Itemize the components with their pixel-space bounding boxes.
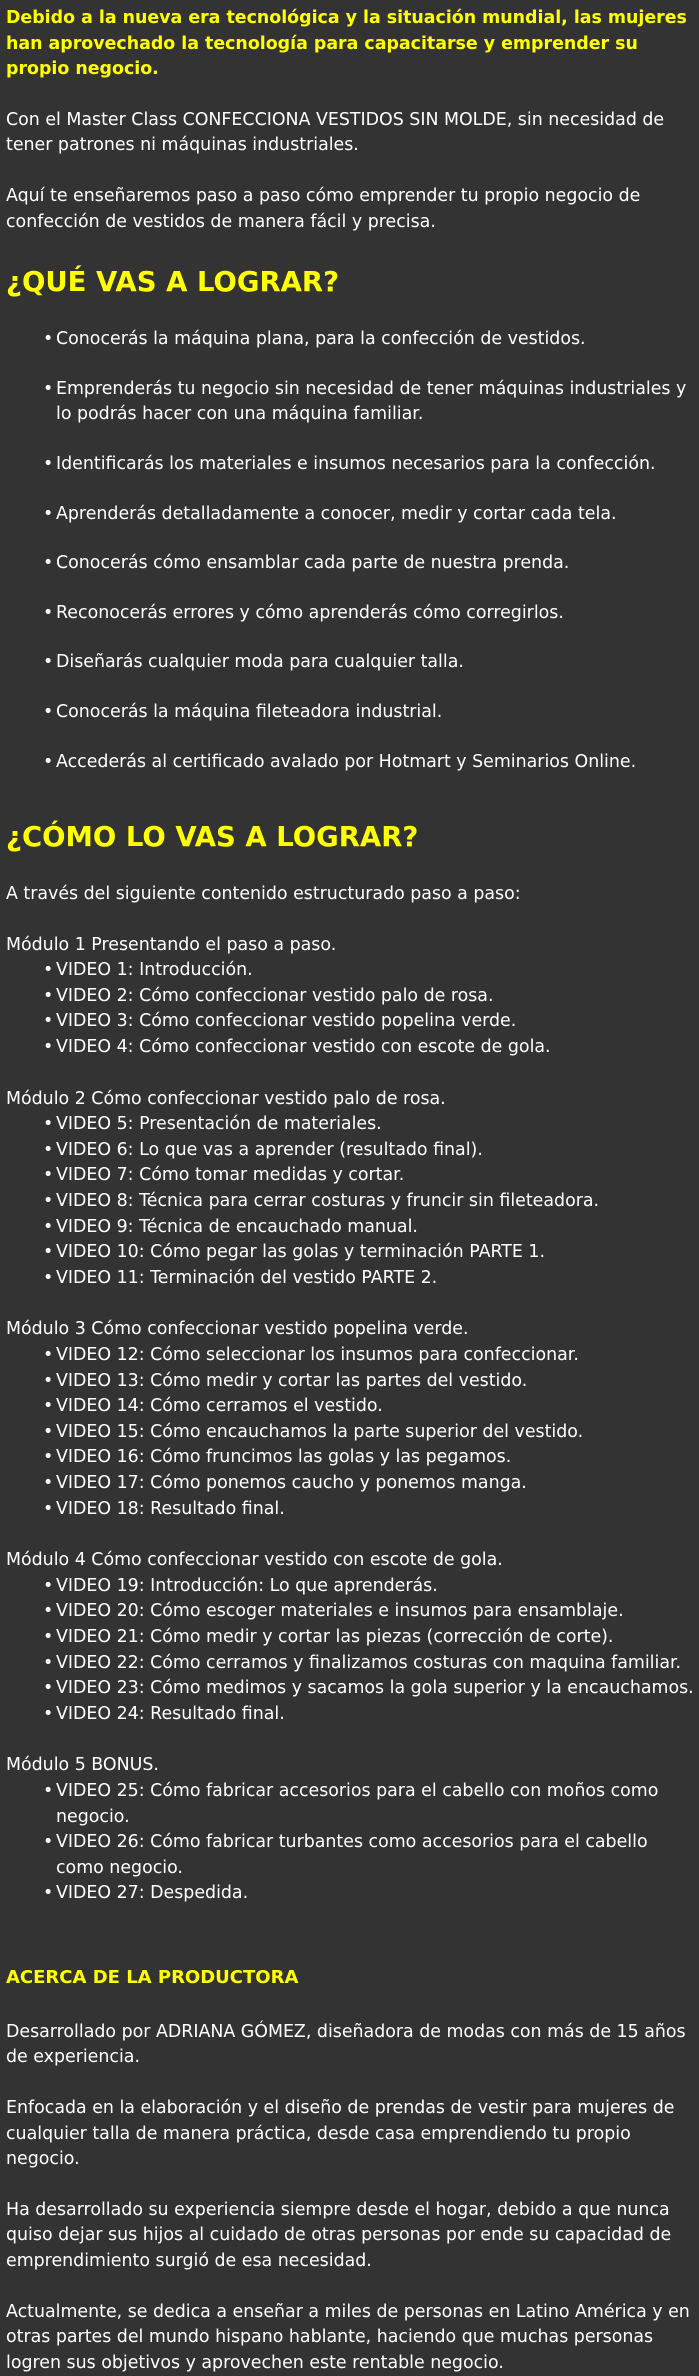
goal-item: • Accederás al certificado avalado por Hotmart y Seminarios Online. [6, 750, 697, 776]
module-title: Módulo 4 Cómo confeccionar vestido con escote de gola. [6, 1550, 503, 1571]
video-item: • VIDEO 18: Resultado final. [6, 1497, 697, 1523]
video-item: • VIDEO 6: Lo que vas a aprender (resultado final). [6, 1138, 697, 1164]
page-content [0, 6, 699, 2376]
video-item: • VIDEO 12: Cómo seleccionar los insumos para confeccionar. [6, 1343, 697, 1369]
video-item: • VIDEO 11: Terminación del vestido PARTE 2. [6, 1266, 697, 1292]
video-list [6, 1343, 697, 1522]
how-subtitle: A través del siguiente contenido estructurado paso a paso: [6, 884, 521, 905]
video-list [6, 958, 697, 1060]
video-item: • VIDEO 20: Cómo escoger materiales e insumos para ensamblaje. [6, 1599, 697, 1625]
video-item: • VIDEO 3: Cómo confeccionar vestido popelina verde. [6, 1009, 697, 1035]
video-item: • VIDEO 22: Cómo cerramos y finalizamos costuras con maquina familiar. [6, 1651, 697, 1677]
video-item: • VIDEO 10: Cómo pegar las golas y terminación PARTE 1. [6, 1240, 697, 1266]
module-block [6, 1548, 697, 1727]
video-item: • VIDEO 7: Cómo tomar medidas y cortar. [6, 1163, 697, 1189]
module-block [6, 933, 697, 1061]
about-heading: ACERCA DE LA PRODUCTORA [6, 1966, 299, 1988]
module-title: Módulo 1 Presentando el paso a paso. [6, 934, 337, 955]
video-item: • VIDEO 16: Cómo fruncimos las golas y las pegamos. [6, 1445, 697, 1471]
goal-item: • Diseñarás cualquier moda para cualquier talla. [6, 650, 697, 676]
video-item: • VIDEO 27: Despedida. [6, 1881, 697, 1907]
intro-headline: Debido a la nueva era tecnológica y la situación mundial, las mujeres han aprovechado la tecnología para capacitarse y emprender su propio negocio. [6, 8, 687, 80]
goal-item: • Conocerás la máquina fileteadora industrial. [6, 700, 697, 726]
video-list [6, 1779, 697, 1907]
video-item: • VIDEO 1: Introducción. [6, 958, 697, 984]
goal-item: • Reconocerás errores y cómo aprenderás cómo corregirlos. [6, 601, 697, 627]
about-paragraph: Actualmente, se dedica a enseñar a miles de personas en Latino América y en otras partes del mundo hispano hablante, haciendo que muchas personas logren sus objetivos y aprovechen este rentable negocio. [6, 2301, 690, 2373]
goal-item: • Emprenderás tu negocio sin necesidad de tener máquinas industriales y lo podrás hacer con una máquina familiar. [6, 377, 697, 428]
about-section [6, 1965, 697, 2376]
video-item: • VIDEO 5: Presentación de materiales. [6, 1112, 697, 1138]
module-title: Módulo 2 Cómo confeccionar vestido palo de rosa. [6, 1088, 446, 1109]
video-item: • VIDEO 26: Cómo fabricar turbantes como accesorios para el cabello como negocio. [6, 1830, 697, 1881]
module-title: Módulo 3 Cómo confeccionar vestido popelina verde. [6, 1319, 469, 1340]
video-item: • VIDEO 4: Cómo confeccionar vestido con escote de gola. [6, 1035, 697, 1061]
about-paragraph: Desarrollado por ADRIANA GÓMEZ, diseñadora de modas con más de 15 años de experiencia. [6, 2021, 686, 2068]
how-heading: ¿CÓMO LO VAS A LOGRAR? [6, 821, 419, 854]
video-item: • VIDEO 14: Cómo cerramos el vestido. [6, 1394, 697, 1420]
goals-heading: ¿QUÉ VAS A LOGRAR? [6, 266, 340, 299]
about-paragraph: Ha desarrollado su experiencia siempre desde el hogar, debido a que nunca quiso dejar sus hijos al cuidado de otras personas por ende su capacidad de emprendimiento surgió de esa necesidad. [6, 2199, 672, 2272]
about-paragraph: Enfocada en la elaboración y el diseño de prendas de vestir para mujeres de cualquier talla de manera práctica, desde casa emprendiendo tu propio negocio. [6, 2098, 675, 2170]
goal-item: • Identificarás los materiales e insumos necesarios para la confección. [6, 452, 697, 478]
module-block [6, 1317, 697, 1522]
video-item: • VIDEO 25: Cómo fabricar accesorios para el cabello con moños como negocio. [6, 1779, 697, 1830]
video-item: • VIDEO 9: Técnica de encauchado manual. [6, 1215, 697, 1241]
intro-section [6, 6, 697, 235]
modules-list [6, 933, 697, 1907]
video-list [6, 1574, 697, 1728]
goals-section [6, 265, 697, 775]
video-item: • VIDEO 13: Cómo medir y cortar las partes del vestido. [6, 1369, 697, 1395]
goal-item: • Conocerás la máquina plana, para la confección de vestidos. [6, 327, 697, 353]
video-item: • VIDEO 19: Introducción: Lo que aprenderás. [6, 1574, 697, 1600]
video-list [6, 1112, 697, 1291]
module-block [6, 1087, 697, 1292]
video-item: • VIDEO 21: Cómo medir y cortar las piezas (corrección de corte). [6, 1625, 697, 1651]
intro-paragraph: Aquí te enseñaremos paso a paso cómo emprender tu propio negocio de confección de vestidos de manera fácil y precisa. [6, 185, 641, 232]
intro-paragraph: Con el Master Class CONFECCIONA VESTIDOS SIN MOLDE, sin necesidad de tener patrones ni máquinas industriales. [6, 109, 665, 156]
video-item: • VIDEO 15: Cómo encauchamos la parte superior del vestido. [6, 1420, 697, 1446]
video-item: • VIDEO 23: Cómo medimos y sacamos la gola superior y la encauchamos. [6, 1676, 697, 1702]
goals-list [6, 327, 697, 775]
how-section [6, 820, 697, 1907]
goal-item: • Conocerás cómo ensamblar cada parte de nuestra prenda. [6, 551, 697, 577]
video-item: • VIDEO 8: Técnica para cerrar costuras y fruncir sin fileteadora. [6, 1189, 697, 1215]
module-title: Módulo 5 BONUS. [6, 1755, 159, 1776]
video-item: • VIDEO 2: Cómo confeccionar vestido palo de rosa. [6, 984, 697, 1010]
video-item: • VIDEO 17: Cómo ponemos caucho y ponemos manga. [6, 1471, 697, 1497]
module-block [6, 1753, 697, 1907]
video-item: • VIDEO 24: Resultado final. [6, 1702, 697, 1728]
goal-item: • Aprenderás detalladamente a conocer, medir y cortar cada tela. [6, 502, 697, 528]
